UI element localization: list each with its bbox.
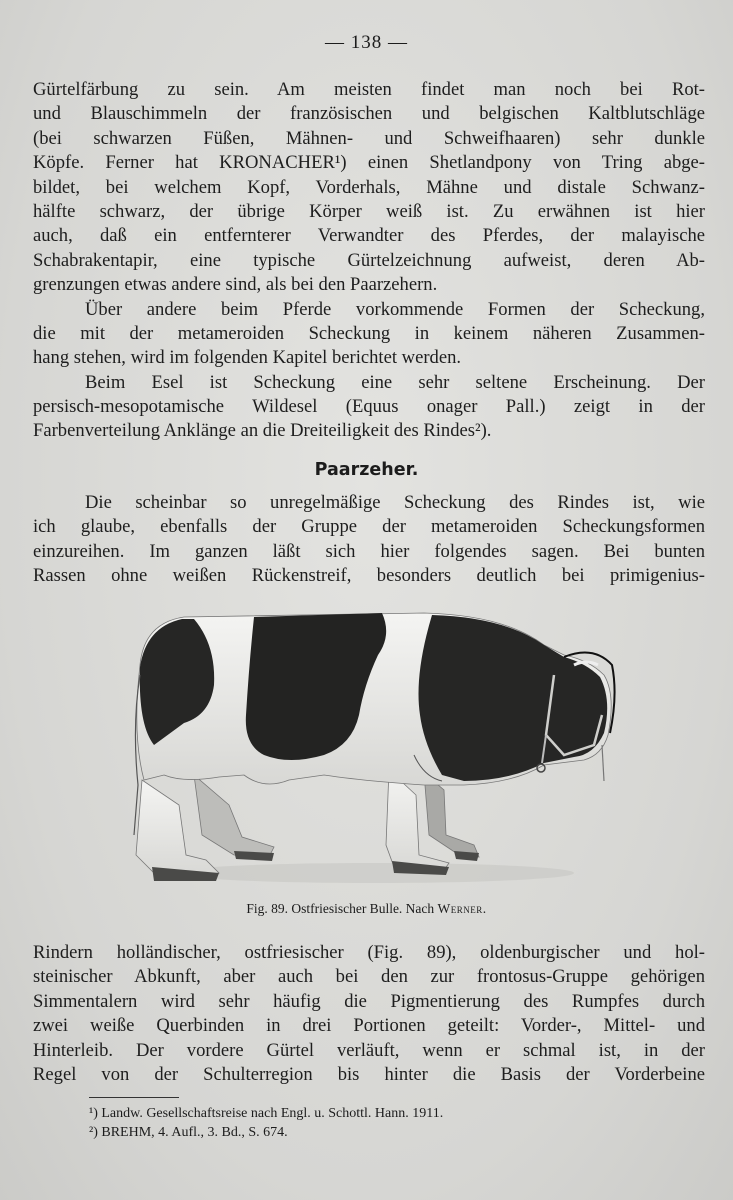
caption-author: Werner.	[437, 901, 487, 916]
text-line: Farbenverteilung Anklänge an die Dreiteiligkeit des Rindes²).	[33, 420, 492, 442]
paragraph-block-cattle-continued	[33, 941, 705, 1087]
text-line: hälfte schwarz, der übrige Körper weiß ist. Zu erwähnen ist hier	[33, 200, 705, 222]
text-line: Regel von der Schulterregion bis hinter die Basis der Vorderbeine	[33, 1063, 705, 1085]
footnotes	[89, 1104, 443, 1142]
text-line: und Blauschimmeln der französischen und belgischen Kaltblutschläge	[33, 103, 705, 125]
text-line: Die scheinbar so unregelmäßige Scheckung des Rindes ist, wie	[85, 492, 705, 513]
text-line: zwei weiße Querbinden in drei Portionen geteilt: Vorder-, Mittel- und	[33, 1015, 705, 1037]
text-line: Gürtelfärbung zu sein. Am meisten findet man noch bei Rot-	[33, 79, 705, 100]
text-line: Beim Esel ist Scheckung eine sehr seltene Erscheinung. Der	[85, 371, 705, 393]
text-line: Simmentalern wird sehr häufig die Pigmentierung des Rumpfes durch	[33, 990, 705, 1012]
text-line: persisch-mesopotamische Wildesel (Equus onager Pall.) zeigt in der	[33, 396, 705, 418]
page-number: — 138 —	[325, 32, 408, 53]
text-line: Köpfe. Ferner hat KRONACHER¹) einen Shetlandpony von Tring abge-	[33, 152, 705, 174]
text-line: Rindern holländischer, ostfriesischer (Fig. 89), oldenburgischer und hol-	[33, 942, 705, 963]
bull-illustration	[124, 605, 618, 895]
footnote-1: ¹) Landw. Gesellschaftsreise nach Engl. u. Schottl. Hann. 1911.	[89, 1106, 444, 1121]
text-line: die mit der metameroiden Scheckung in keinem näheren Zusammen-	[33, 322, 705, 344]
text-line: ich glaube, ebenfalls der Gruppe der metameroiden Scheckungsformen	[33, 516, 705, 538]
paragraph-block-cattle	[33, 491, 705, 589]
text-line: (bei schwarzen Füßen, Mähnen- und Schweifhaaren) sehr dunkle	[33, 127, 705, 149]
text-line: auch, daß ein entfernterer Verwandter des Pferdes, der malayische	[33, 225, 705, 247]
text-line: grenzungen etwas andere sind, als bei den Paarzehern.	[33, 274, 438, 296]
paragraph-block-horses	[33, 78, 705, 444]
text-line: Rassen ohne weißen Rückenstreif, besonders deutlich bei primigenius-	[33, 565, 705, 587]
text-line: steinischer Abkunft, aber auch bei den zur frontosus-Gruppe gehörigen	[33, 966, 705, 988]
footnote-2: ²) BREHM, 4. Aufl., 3. Bd., S. 674.	[89, 1125, 288, 1140]
text-line: hang stehen, wird im folgenden Kapitel berichtet werden.	[33, 347, 462, 369]
text-line: Hinterleib. Der vordere Gürtel verläuft, wenn er schmal ist, in der	[33, 1039, 705, 1061]
text-line: Über andere beim Pferde vorkommende Formen der Scheckung,	[85, 298, 705, 320]
caption-text: Fig. 89. Ostfriesischer Bulle. Nach	[246, 901, 435, 916]
text-line: bildet, bei welchem Kopf, Vorderhals, Mähne und distale Schwanz-	[33, 176, 705, 198]
section-heading: Paarzeher.	[314, 460, 419, 480]
text-line: Schabrakentapir, eine typische Gürtelzeichnung aufweist, deren Ab-	[33, 249, 705, 271]
figure-caption	[0, 901, 733, 917]
footnote-divider	[89, 1097, 179, 1098]
text-line: einzureihen. Im ganzen läßt sich hier folgendes sagen. Bei bunten	[33, 540, 705, 562]
